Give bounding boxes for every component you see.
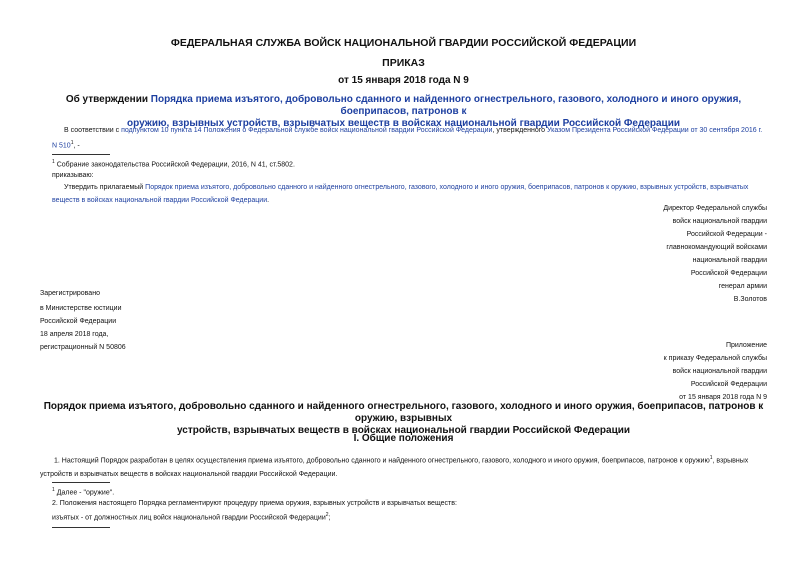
title-link[interactable]: Порядка приема изъятого, добровольно сданного и найденного огнестрельного, газового, холодного и иного оружия, боеприпасов, патронов к	[150, 94, 742, 117]
footnote-ref[interactable]: 2	[325, 512, 329, 518]
decree-number-link[interactable]: N 510	[52, 142, 71, 150]
document-date: от 15 января 2018 года N 9	[338, 75, 469, 86]
procedure-link-continued[interactable]: веществ в войсках национальной гвардии Российской Федерации	[52, 197, 268, 204]
issuing-authority: ФЕДЕРАЛЬНАЯ СЛУЖБА ВОЙСК НАЦИОНАЛЬНОЙ ГВАРДИИ РОССИЙСКОЙ ФЕДЕРАЦИИ	[170, 37, 637, 49]
section-heading: I. Общие положения	[353, 433, 454, 444]
preamble-paragraph: В соответствии с подпунктом 10 пункта 14 Положения о Федеральной службе войск национальной гвардии Российской Федерации, утвержденного Указом Президента Российской Федерации от 30 сентября 2016 г. N $510^1$, -	[52, 127, 763, 150]
footnote-divider	[52, 482, 110, 483]
footnote-ref[interactable]: 1	[709, 455, 713, 461]
title-link-continued[interactable]: оружию, взрывных устройств, взрывчатых веществ в войсках национальной гвардии Российской Федерации	[126, 118, 680, 129]
footnote-1: $^1$ Собрание законодательства Российской Федерации, 2016, N 41, ст.5802.	[52, 159, 295, 169]
footnote-divider	[52, 527, 110, 528]
order-phrase: приказываю:	[52, 172, 94, 179]
regulation-link[interactable]: подпунктом 10 пункта 14 Положения о Федеральной службе войск национальной гвардии Российской Федерации	[121, 127, 493, 134]
title-prefix: Об утверждении	[65, 94, 151, 105]
item-2-subitem: изъятых - от должностных лиц войск национальной гвардии Российской Федерации$^2$;	[52, 512, 331, 522]
registration-block: Зарегистрировано в Министерстве юстиции Российской Федерации 18 апреля 2018 года, регистрационный N 50806	[40, 290, 126, 351]
decree-link[interactable]: Указом Президента Российской Федерации от 30 сентября 2016 г.	[547, 127, 763, 134]
item-2-paragraph: 2. Положения настоящего Порядка регламентируют процедуру приема оружия, взрывных устройств и взрывчатых веществ:	[52, 500, 457, 507]
footnote-2: $^1$ Далее - "оружие".	[52, 487, 115, 497]
footnote-divider	[52, 154, 110, 155]
signature-block: Директор Федеральной службы войск национальной гвардии Российской Федерации - главнокомандующий войсками национальной гвардии Российской Федерации генерал армии В.Золотов	[663, 205, 767, 303]
procedure-title: Порядок приема изъятого, добровольно сданного и найденного огнестрельного, газового, холодного и иного оружия, боеприпасов, патронов к оружию, взрывных устройств, взрывчатых веществ в войсках национальной гвардии Российской Федерации	[43, 401, 764, 436]
appendix-block: Приложение к приказу Федеральной службы войск национальной гвардии Российской Федерации от 15 января 2018 года N 9	[663, 342, 767, 401]
document-type: ПРИКАЗ	[382, 57, 425, 69]
procedure-link[interactable]: Порядок приема изъятого, добровольно сданного и найденного огнестрельного, газового, холодного и иного оружия, боеприпасов, патронов к оружию, взрывных устройств, взрывчатых	[145, 184, 749, 191]
approval-paragraph: Утвердить прилагаемый Порядок приема изъятого, добровольно сданного и найденного огнестрельного, газового, холодного и иного оружия, боеприпасов, патронов к оружию, взрывных устройств, взрывчатых веществ в войсках национальной гвардии Российской Федерации.	[52, 184, 749, 204]
item-1-paragraph: 1. Настоящий Порядок разработан в целях осуществления приема изъятого, добровольно сданного и найденного огнестрельного, газового, холодного и иного оружия, боеприпасов, патронов к оружию$^1$, взрывных устройств и взрывчатых веществ в войсках национальной гвардии Российской Федерации.	[40, 455, 749, 479]
footnote-ref[interactable]: 1	[70, 140, 74, 146]
